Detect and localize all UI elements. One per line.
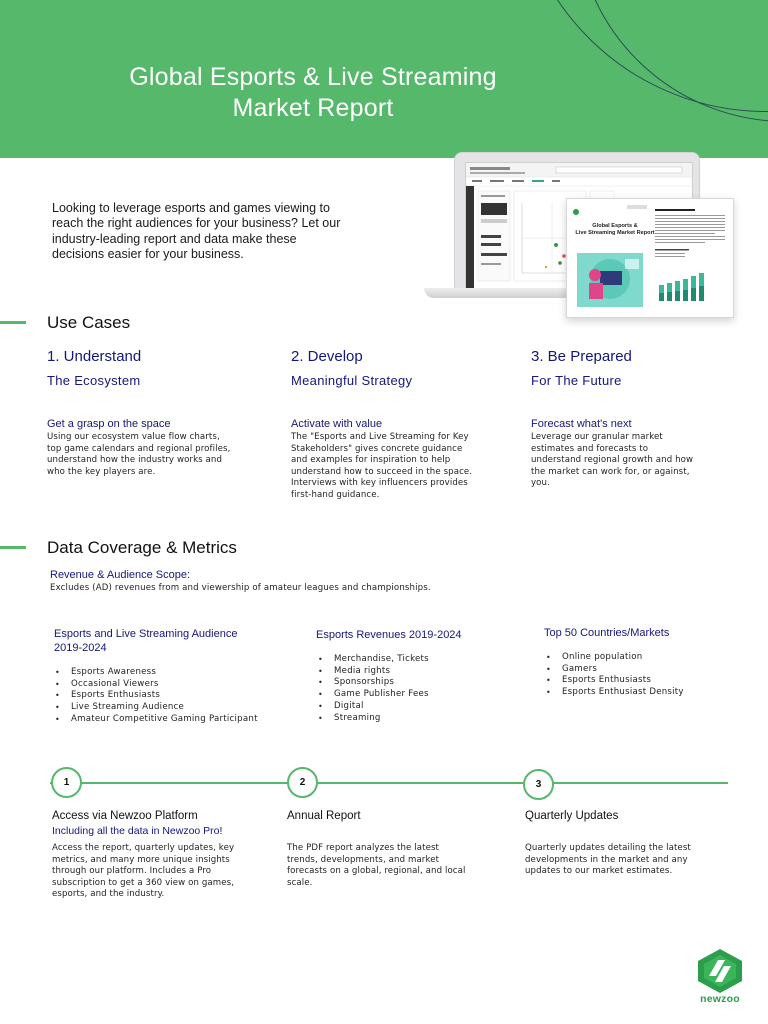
list-item: • Live Streaming Audience [54,702,258,714]
audience-column-title: Esports and Live Streaming Audience 2019-2024 [54,628,238,654]
list-item: • Streaming [317,713,429,725]
report-cover-art [567,199,733,317]
newzoo-logo-text: newzoo [700,993,740,1005]
use-case-3-subtitle: For The Future [531,373,622,388]
revenue-metrics-list [317,654,429,724]
list-item: • Amateur Competitive Gaming Participant [54,714,258,726]
list-item: • Occasional Viewers [54,679,258,691]
list-item: • Esports Enthusiasts [54,690,258,702]
step-1-title: Access via Newzoo Platform [52,810,198,822]
step-2-badge: 2 [287,767,318,798]
page-title [60,62,566,124]
use-case-3-heading: Forecast what's next [531,418,632,430]
audience-metrics-list [54,667,258,726]
step-1-badge: 1 [51,767,82,798]
use-case-1-subtitle: The Ecosystem [47,373,141,388]
step-3-title: Quarterly Updates [525,810,619,822]
use-case-1-body: Using our ecosystem value flow charts, top game calendars and regional profiles, understand how the industry works and who the key players are. [47,432,231,477]
step-1-subtitle: Including all the data in Newzoo Pro! [52,825,223,837]
use-case-2-subtitle: Meaningful Strategy [291,373,413,388]
scope-text: Excludes (AD) revenues from and viewership of amateur leagues and championships. [50,583,431,593]
step-3-body: Quarterly updates detailing the latest developments in the market and any updates to our market estimates. [525,843,691,877]
list-item: • Esports Awareness [54,667,258,679]
step-2-body: The PDF report analyzes the latest trends, developments, and market forecasts on a global, regional, and local scale. [287,843,466,888]
report-cover-title: Global Esports & Live Streaming Market Report [575,223,655,236]
section-marker [0,546,26,549]
page-title-line-1: Global Esports & Live Streaming [129,63,497,91]
use-case-2-title: 2. Develop [291,348,363,365]
section-marker [0,321,26,324]
report-cover [566,198,734,318]
use-case-2-body: The "Esports and Live Streaming for Key Stakeholders" gives concrete guidance and examples for inspiration to help understand how to succeed in the space. Interviews with key influencers provides first-hand guidance. [291,432,473,500]
list-item: • Gamers [545,664,684,676]
decorative-arc [575,0,768,122]
list-item: • Digital [317,701,429,713]
use-case-2-heading: Activate with value [291,418,383,430]
list-item: • Esports Enthusiast Density [545,687,684,699]
timeline-line [50,782,728,784]
step-1-body: Access the report, quarterly updates, key metrics, and many more unique insights through our platform. Includes a Pro subscription to get a 360 view on games, esports, and the industry. [52,843,235,900]
list-item: • Merchandise, Tickets [317,654,429,666]
list-item: • Game Publisher Fees [317,689,429,701]
use-cases-heading: Use Cases [47,313,131,332]
list-item: • Online population [545,652,684,664]
step-2-title: Annual Report [287,810,361,822]
market-metrics-list [545,652,684,699]
data-coverage-heading: Data Coverage & Metrics [47,538,237,557]
markets-column-title: Top 50 Countries/Markets [544,627,670,639]
use-case-1-heading: Get a grasp on the space [47,418,171,430]
revenues-column-title: Esports Revenues 2019-2024 [316,629,462,641]
intro-paragraph: Looking to leverage esports and games viewing to reach the right audiences for your business? Let our industry-leading report and data make these decisions easier for your business. [52,201,341,261]
use-case-3-body: Leverage our granular market estimates and forecasts to understand regional growth and how the market can work for, or against, you. [531,432,694,489]
newzoo-logo-icon [696,948,744,994]
list-item: • Sponsorships [317,677,429,689]
list-item: • Media rights [317,666,429,678]
step-3-badge: 3 [523,769,554,800]
scope-label: Revenue & Audience Scope: [50,569,191,581]
list-item: • Esports Enthusiasts [545,675,684,687]
use-case-1-title: 1. Understand [47,348,142,365]
header-banner [0,0,768,158]
product-mockup [424,152,740,320]
page-title-line-2: Market Report [232,94,394,122]
use-case-3-title: 3. Be Prepared [531,348,632,365]
